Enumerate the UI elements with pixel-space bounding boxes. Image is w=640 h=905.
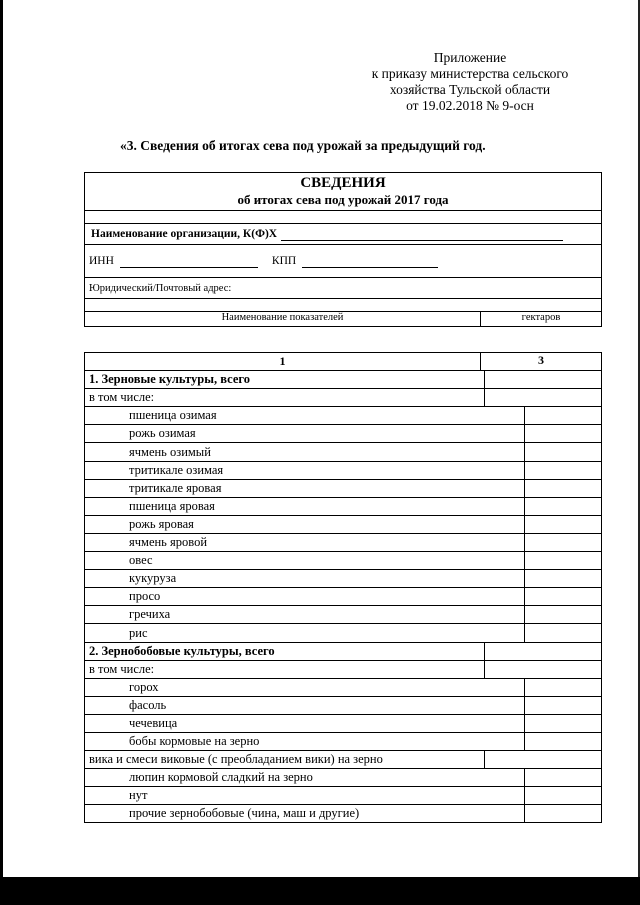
table-row — [85, 606, 601, 624]
hectares-cell[interactable] — [484, 661, 601, 678]
hectares-cell[interactable] — [524, 787, 601, 804]
table-row — [85, 715, 601, 733]
hectares-cell[interactable] — [524, 805, 601, 822]
table-row — [85, 787, 601, 805]
table-row — [85, 534, 601, 552]
row-label: кукуруза — [129, 571, 177, 586]
row-label: рожь озимая — [129, 426, 196, 441]
table-row — [85, 389, 601, 407]
row-label: прочие зернобобовые (чина, маш и другие) — [129, 806, 360, 821]
table-row — [85, 516, 601, 534]
hectares-cell[interactable] — [524, 715, 601, 732]
hectares-cell[interactable] — [524, 697, 601, 714]
row-label: в том числе: — [89, 661, 155, 676]
section-heading: «3. Сведения об итогах сева под урожай за предыдущий год. — [120, 138, 486, 153]
hectares-cell[interactable] — [484, 389, 601, 406]
row-label: чечевица — [129, 715, 178, 730]
row-label: люпин кормовой сладкий на зерно — [129, 770, 313, 785]
hectares-cell[interactable] — [524, 443, 601, 460]
row-label: ячмень озимый — [129, 444, 211, 459]
row-label: просо — [129, 589, 161, 604]
address-row — [85, 278, 601, 298]
address-field[interactable] — [85, 299, 601, 311]
table-row — [85, 552, 601, 570]
hectares-cell[interactable] — [484, 751, 601, 768]
kpp-field[interactable] — [302, 255, 438, 268]
appendix-line-4: от 19.02.2018 № 9-осн — [406, 98, 534, 113]
column-header-row — [85, 312, 601, 326]
hectares-cell[interactable] — [524, 624, 601, 641]
hectares-cell[interactable] — [524, 407, 601, 424]
table-row — [85, 407, 601, 425]
table-row — [85, 498, 601, 516]
row-label: тритикале яровая — [129, 480, 222, 495]
row-label: гречиха — [129, 607, 171, 622]
row-label: тритикале озимая — [129, 462, 224, 477]
table-row — [85, 588, 601, 606]
row-label: пшеница озимая — [129, 408, 217, 423]
form-title: СВЕДЕНИЯ — [300, 175, 386, 191]
hectares-cell[interactable] — [524, 679, 601, 696]
row-label: овес — [129, 553, 153, 568]
row-label: вика и смеси виковые (с преобладанием вики) на зерно — [89, 752, 383, 767]
table-row — [85, 462, 601, 480]
table-row — [85, 425, 601, 443]
row-label: в том числе: — [89, 390, 155, 405]
col-header-name: Наименование показателей — [221, 312, 344, 323]
scan-left-edge — [0, 0, 3, 905]
table-row — [85, 643, 601, 661]
hectares-cell[interactable] — [524, 516, 601, 533]
row-label: пшеница яровая — [129, 498, 215, 513]
hectares-cell[interactable] — [484, 371, 601, 388]
table-row — [85, 679, 601, 697]
table-row — [85, 443, 601, 461]
form-subtitle: об итогах сева под урожай 2017 года — [237, 192, 449, 207]
row-label: рис — [129, 625, 148, 640]
table-row — [85, 805, 601, 822]
col-number-3: 3 — [480, 353, 601, 370]
table-row — [85, 697, 601, 715]
table-row — [85, 371, 601, 389]
hectares-cell[interactable] — [524, 498, 601, 515]
hectares-cell[interactable] — [524, 425, 601, 442]
row-label: бобы кормовые на зерно — [129, 734, 260, 749]
row-label: нут — [129, 788, 148, 803]
table-row — [85, 751, 601, 769]
form-header — [84, 172, 602, 327]
inn-field[interactable] — [120, 255, 258, 268]
inn-label: ИНН — [89, 255, 114, 267]
table-row — [85, 624, 601, 642]
org-name-label: Наименование организации, К(Ф)Х — [91, 228, 278, 240]
scan-bottom-band — [0, 877, 640, 905]
appendix-line-1: Приложение — [433, 50, 507, 65]
table-row — [85, 769, 601, 787]
address-label: Юридический/Почтовый адрес: — [89, 282, 232, 294]
table-row — [85, 570, 601, 588]
hectares-cell[interactable] — [524, 570, 601, 587]
row-label: рожь яровая — [129, 516, 194, 531]
inn-kpp-row — [85, 245, 601, 277]
col-header-unit: гектаров — [480, 312, 601, 326]
column-number-row — [85, 353, 601, 371]
table-row — [85, 733, 601, 751]
row-label: 1. Зерновые культуры, всего — [89, 372, 250, 387]
sowing-table — [84, 352, 602, 823]
row-label: горох — [129, 679, 159, 694]
hectares-cell[interactable] — [484, 643, 601, 660]
hectares-cell[interactable] — [524, 588, 601, 605]
row-label: 2. Зернобобовые культуры, всего — [89, 643, 275, 658]
hectares-cell[interactable] — [524, 606, 601, 623]
org-name-row — [85, 224, 601, 244]
hectares-cell[interactable] — [524, 462, 601, 479]
org-name-field[interactable] — [281, 228, 563, 241]
hectares-cell[interactable] — [524, 769, 601, 786]
appendix-line-3: хозяйства Тульской области — [389, 82, 551, 97]
hectares-cell[interactable] — [524, 480, 601, 497]
hectares-cell[interactable] — [524, 552, 601, 569]
row-label: ячмень яровой — [129, 535, 208, 550]
row-label: фасоль — [129, 697, 167, 712]
col-number-1: 1 — [279, 354, 286, 369]
table-row — [85, 661, 601, 679]
table-row — [85, 480, 601, 498]
appendix-note — [330, 50, 610, 114]
appendix-line-2: к приказу министерства сельского — [371, 66, 569, 81]
kpp-label: КПП — [271, 255, 297, 267]
hectares-cell[interactable] — [524, 733, 601, 750]
hectares-cell[interactable] — [524, 534, 601, 551]
